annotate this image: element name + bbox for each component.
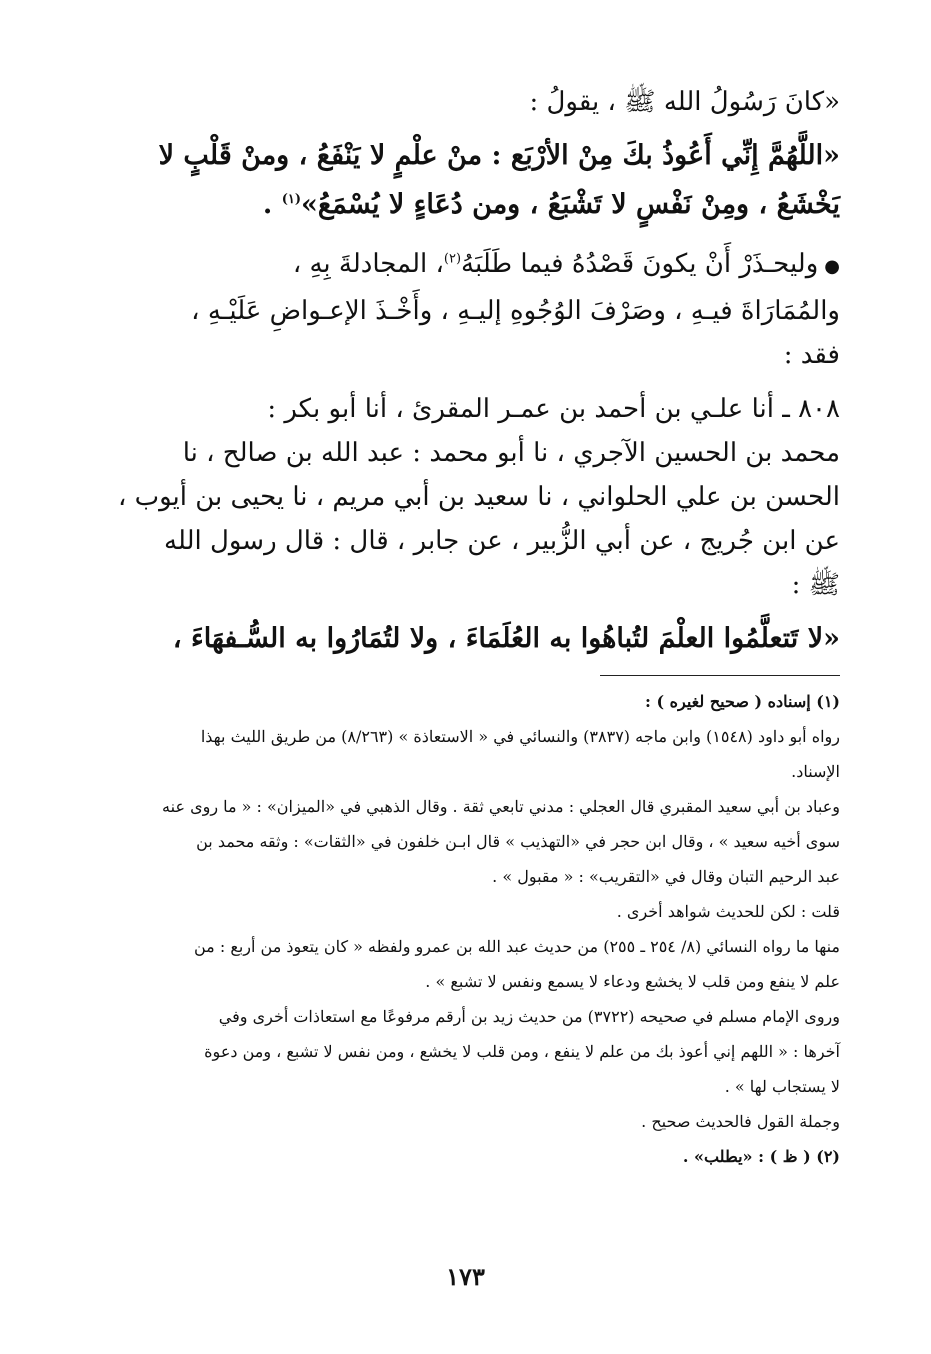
intro-line: «كانَ رَسُولُ الله ﷺ ، يقولُ : xyxy=(529,87,840,117)
warning-line-1 xyxy=(100,237,840,289)
warning-line-2: والمُمَارَاةَ فيـهِ ، وصَرْفَ الوُجُوهِ إليـهِ ، وأَخْـذَ الإعـواضِ عَلَيْـهِ ، xyxy=(191,295,840,326)
intro-block xyxy=(100,80,840,124)
dua-end: . xyxy=(262,189,282,220)
hadith-quote-block xyxy=(100,617,840,661)
hadith-line-3: الحسن بن علي الحلواني ، نا سعيد بن أبي مريم ، نا يحيى بن أيوب ، xyxy=(117,481,840,512)
dua-line-1: «اللَّهُمَّ إِنِّي أَعُوذُ بكَ مِنْ الأرْبَع : منْ علْمٍ لا يَنْفَعُ ، ومنْ قَلْبٍ لا xyxy=(158,140,840,171)
footnote-1-line: وجملة القول فالحديث صحيح . xyxy=(641,1111,840,1131)
hadith-line-1: ٨٠٨ ـ أنا علـي بن أحمد بن عمـر المقرئ ، أنا أبو بكر : xyxy=(267,393,840,424)
footnote-2: (٢) ( ظ ) : «يطلب» . xyxy=(682,1146,840,1166)
page-content xyxy=(100,80,840,1174)
footnote-1-line: وروى الإمام مسلم في صحيحه (٣٧٢٢) من حديث زيد بن أرقم مرفوعًا مع استعاذات أخرى وفي xyxy=(218,1006,840,1026)
footnote-1-line: علم لا ينفع ومن قلب لا يخشع ودعاء لا يسمع ونفس لا تشبع » . xyxy=(425,971,840,991)
hadith-line-5: ﷺ : xyxy=(791,569,840,600)
dua-block xyxy=(100,134,840,227)
warning-block xyxy=(100,237,840,377)
hadith-block xyxy=(100,387,840,607)
footnote-ref-1[interactable]: (١) xyxy=(281,192,302,207)
hadith-line-4: عن ابن جُريج ، عن أبي الزُّبير ، عن جابر ، قال : قال رسول الله xyxy=(164,525,840,556)
footnote-1-line: عبد الرحيم التبان وقال في «التقريب» : « مقبول » . xyxy=(492,866,840,886)
hadith-line-2: محمد بن الحسين الآجري ، نا أبو محمد : عبد الله بن صالح ، نا xyxy=(182,437,840,468)
footnote-1-line: آخرها : « اللهم إني أعوذ بك من علم لا ينفع ، ومن قلب لا يخشع ، ومن نفس لا تشبع ، ومن دعوة xyxy=(204,1041,840,1061)
footnote-1-line: قلت : لكن للحديث شواهد أخرى . xyxy=(616,901,840,921)
footnotes xyxy=(100,684,840,1174)
dua-line-2 xyxy=(100,178,840,227)
warning-text-1b: ، المجادلةَ بِهِ ، xyxy=(292,248,444,279)
footnote-1-line: وعباد بن أبي سعيد المقبري قال العجلي : مدني تابعي ثقة . وقال الذهبي في «الميزان» : « ما روى عنه xyxy=(162,796,840,816)
footnote-1-line: لا يستجاب لها » . xyxy=(724,1076,840,1096)
footnote-1-line: منها ما رواه النسائي (٨/ ٢٥٤ ـ ٢٥٥) من حديث عبد الله بن عمرو ولفظه « كان يتعوذ من أربع : من xyxy=(194,936,840,956)
footnote-separator xyxy=(600,675,840,676)
footnote-ref-2[interactable]: (٢) xyxy=(443,251,462,266)
hadith-quote-line: «لا تَتعلَّمُوا العلْمَ لتُباهُوا به العُلَمَاءَ ، ولا لتُمَارُوا به السُّـفهَاءَ ، xyxy=(172,622,840,654)
dua-text-2: يَخْشَعُ ، ومِنْ نَفْسٍ لا تَشْبَعُ ، ومن دُعَاءٍ لا يُسْمَعُ» xyxy=(301,189,840,220)
footnote-1-line: الإسناد. xyxy=(791,761,840,781)
page-number: ١٧٣ xyxy=(446,1262,485,1291)
warning-line-3: فقد : xyxy=(783,339,840,370)
footnote-1-line: رواه أبو داود (١٥٤٨) وابن ماجه (٣٨٣٧) والنسائي في « الاستعاذة » (٨/٢٦٣) من طريق الليث بهذا xyxy=(200,726,840,746)
footnote-1-line: سوى أخيه سعيد » ، وقال ابن حجر في «التهذيب » قال ابـن خلفون في «الثقات» : وثقه محمد بن xyxy=(196,831,840,851)
warning-text-1: وليحـذَرْ أَنْ يكونَ قَصْدُهُ فيما طَلَبَهُ xyxy=(461,248,819,279)
bullet-icon: ● xyxy=(824,255,840,277)
footnote-1-title: (١) إسناده ( صحيح لغيره ) : xyxy=(645,691,840,711)
